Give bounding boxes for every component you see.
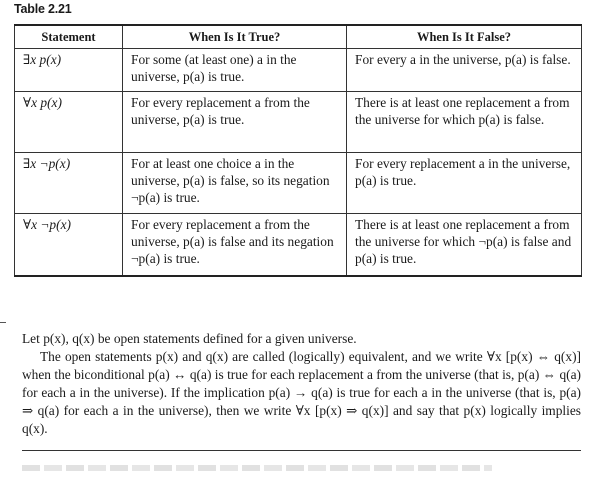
false-condition-cell: There is at least one replacement a from the universe for which p(a) is false. <box>347 92 582 153</box>
table-row <box>15 92 582 153</box>
true-condition-cell: For every replacement a from the universe, p(a) is true. <box>123 92 347 153</box>
table-row <box>15 49 582 92</box>
false-condition-cell: For every replacement a in the universe, p(a) is true. <box>347 153 582 214</box>
true-condition-cell: For at least one choice a in the universe, p(a) is false, so its negation ¬p(a) is true. <box>123 153 347 214</box>
cut-off-text-line <box>22 465 492 471</box>
header-statement: Statement <box>15 25 123 49</box>
header-when-true: When Is It True? <box>123 25 347 49</box>
table-row <box>15 214 582 277</box>
table-header-row <box>15 25 582 49</box>
table-caption: Table 2.21 <box>14 2 72 16</box>
statement-cell: ∃x ¬p(x) <box>15 153 123 214</box>
true-condition-cell: For every replacement a from the universe, p(a) is false and its negation ¬p(a) is true. <box>123 214 347 277</box>
false-condition-cell: There is at least one replacement a from the universe for which ¬p(a) is false and p(a) is true. <box>347 214 582 277</box>
true-condition-cell: For some (at least one) a in the universe, p(a) is true. <box>123 49 347 92</box>
definition-paragraph: The open statements p(x) and q(x) are called (logically) equivalent, and we write ∀x [p(x) ⇔ q(x)] when the biconditional p(a) ↔ q(a) is true for each replacement a from the universe (that is, p(a) ⇔ q(a) for each a in the universe). If the implication p(a) → q(a) is true for each a in the universe (that is, p(a) ⇒ q(a) for each a in the universe), then we write ∀x [p(x) ⇒ q(x)] and say that p(x) logically implies q(x). <box>22 349 581 436</box>
table-row <box>15 153 582 214</box>
definition-text <box>22 330 581 438</box>
false-condition-cell: For every a in the universe, p(a) is false. <box>347 49 582 92</box>
header-when-false: When Is It False? <box>347 25 582 49</box>
section-divider <box>22 450 581 451</box>
quantifier-truth-table <box>14 24 582 277</box>
statement-cell: ∃x p(x) <box>15 49 123 92</box>
definition-intro: Let p(x), q(x) be open statements defined for a given universe. <box>22 331 357 346</box>
margin-mark <box>0 322 6 323</box>
statement-cell: ∀x p(x) <box>15 92 123 153</box>
statement-cell: ∀x ¬p(x) <box>15 214 123 277</box>
